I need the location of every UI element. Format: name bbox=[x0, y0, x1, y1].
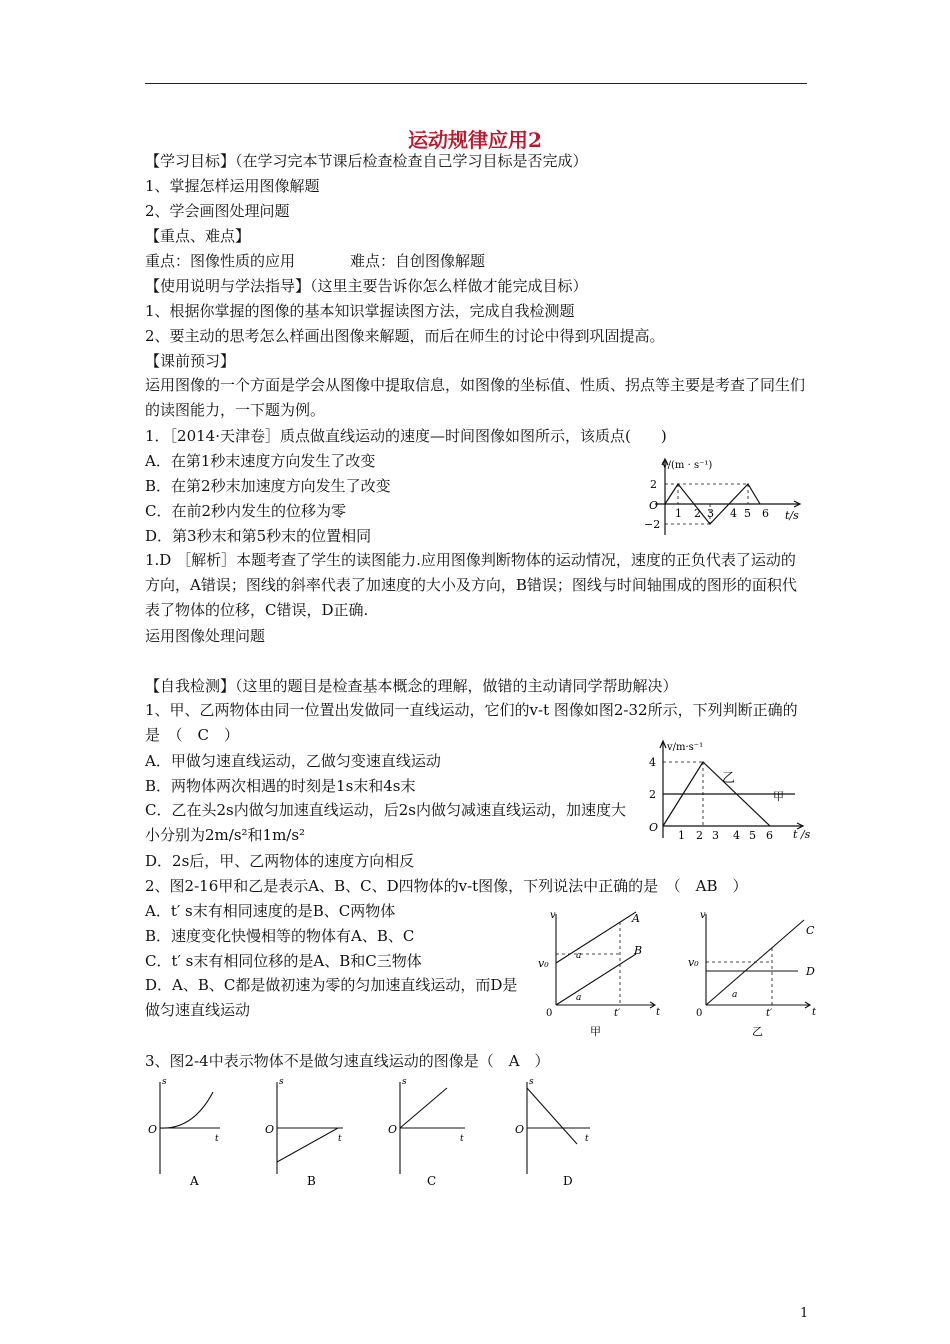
q2-right-v0: v₀ bbox=[688, 956, 699, 969]
q2-option-a: A．t′ s末有相同速度的是B、C两物体 bbox=[145, 902, 396, 920]
q2-right-caption: 乙 bbox=[752, 1025, 763, 1038]
q2-option-b: B．速度变化快慢相等的物体有A、B、C bbox=[145, 927, 415, 945]
preview-graph-tick: 5 bbox=[744, 507, 751, 520]
preview-option-d: D．第3秒末和第5秒末的位置相同 bbox=[145, 527, 372, 545]
q2-graph-left bbox=[540, 908, 675, 1043]
q1-graph-tick: 4 bbox=[733, 829, 740, 842]
q3-origin: O bbox=[265, 1123, 275, 1136]
q2-left-t: t bbox=[656, 1007, 661, 1018]
preview-graph-origin: O bbox=[649, 499, 659, 512]
q3-graphs bbox=[145, 1072, 625, 1197]
q2-right-C: C bbox=[806, 924, 815, 937]
preview-question: 1．［2014·天津卷］质点做直线运动的速度—时间图像如图所示，该质点( ) bbox=[145, 427, 667, 445]
q2-left-v: v bbox=[550, 910, 556, 921]
preview-graph-tick: 4 bbox=[730, 507, 737, 520]
preview-graph-tick: 3 bbox=[707, 507, 714, 520]
preview-graph-xlabel: t/s bbox=[785, 509, 799, 522]
q2-right-D: D bbox=[806, 965, 815, 978]
q2-right-v: v bbox=[700, 910, 706, 921]
q1-graph-tick: 6 bbox=[766, 829, 773, 842]
q3-axis-t: t bbox=[460, 1134, 464, 1144]
q2-stem: 2、图2-16甲和乙是表示A、B、C、D四物体的v-t图像，下列说法中正确的是 （ AB ） bbox=[145, 877, 748, 895]
q2-left-origin: 0 bbox=[546, 1008, 553, 1019]
q3-caption-d: D bbox=[563, 1174, 573, 1188]
goal-item: 1、掌握怎样运用图像解题 bbox=[145, 177, 320, 195]
preview-graph-tick: 2 bbox=[694, 507, 701, 520]
page-number: 1 bbox=[800, 1306, 809, 1321]
key-difficulty: 难点：自创图像解题 bbox=[350, 252, 486, 270]
q3-caption-a: A bbox=[190, 1174, 199, 1188]
q1-graph-ylabel: v/m·s⁻¹ bbox=[667, 742, 704, 753]
q3-stem: 3、图2-4中表示物体不是做匀速直线运动的图像是（ A ） bbox=[145, 1052, 550, 1070]
q1-graph-label-yi: 乙 bbox=[722, 771, 736, 786]
q3-caption-b: B bbox=[307, 1174, 316, 1188]
q1-option-c: C．乙在头2s内做匀加速直线运动，后2s内做匀减速直线运动，加速度大小分别为2m/s²和1m/s² bbox=[145, 801, 626, 844]
q3-origin: O bbox=[148, 1123, 158, 1136]
q2-right-origin: 0 bbox=[696, 1008, 703, 1019]
key-focus: 重点：图像性质的应用 bbox=[145, 252, 296, 270]
q1-option-d: D．2s后，甲、乙两物体的速度方向相反 bbox=[145, 852, 415, 870]
q3-caption-c: C bbox=[427, 1174, 437, 1188]
q2-graph-right bbox=[690, 908, 830, 1043]
key-header: 【重点、难点】 bbox=[145, 227, 251, 245]
q2-right-a: a bbox=[732, 990, 738, 1000]
q3-axis-s: s bbox=[162, 1077, 167, 1087]
guide-item: 2、要主动的思考怎么样画出图像来解题，而后在师生的讨论中得到巩固提高。 bbox=[145, 327, 665, 345]
q2-right-t: t bbox=[812, 1007, 817, 1018]
q1-stem: 1、甲、乙两物体由同一位置出发做同一直线运动，它们的v-t 图像如图2-32所示，下列判断正确的是 （ C ） bbox=[145, 701, 798, 744]
preview-option-a: A．在第1秒末速度方向发生了改变 bbox=[145, 452, 376, 470]
preview-graph-tick: 1 bbox=[675, 507, 682, 520]
preview-graph-ylabel: v/(m · s⁻¹) bbox=[662, 460, 713, 471]
q3-axis-t: t bbox=[215, 1134, 219, 1144]
q1-graph-xlabel: t /s bbox=[793, 828, 811, 841]
header-rule bbox=[145, 83, 807, 84]
preview-vt-graph bbox=[640, 455, 820, 545]
preview-option-b: B．在第2秒末加速度方向发生了改变 bbox=[145, 477, 391, 495]
q1-graph-label-jia: 甲 bbox=[773, 790, 784, 803]
q2-right-tp: t′ bbox=[766, 1008, 773, 1019]
q1-vt-graph bbox=[645, 738, 820, 853]
q3-axis-s: s bbox=[529, 1077, 534, 1087]
q1-graph-tick: 2 bbox=[696, 829, 703, 842]
goals-header: 【学习目标】（在学习完本节课后检查检查自己学习目标是否完成） bbox=[145, 152, 588, 170]
q1-option-b: B．两物体两次相遇的时刻是1s末和4s末 bbox=[145, 777, 416, 795]
preview-graph-tick: 6 bbox=[762, 507, 769, 520]
preview-header: 【课前预习】 bbox=[145, 352, 236, 370]
q2-left-a2: a bbox=[576, 993, 582, 1003]
q1-graph-y4: 4 bbox=[649, 756, 656, 769]
q2-option-d: D．A、B、C都是做初速为零的匀加速直线运动，而D是做匀速直线运动 bbox=[145, 976, 518, 1019]
q2-left-a1: a bbox=[576, 951, 582, 961]
q3-axis-s: s bbox=[279, 1077, 284, 1087]
guide-item: 1、根据你掌握的图像的基本知识掌握读图方法，完成自我检测题 bbox=[145, 302, 575, 320]
preview-intro: 运用图像的一个方面是学会从图像中提取信息，如图像的坐标值、性质、拐点等主要是考查了同生们的读图能力，一下题为例。 bbox=[145, 376, 806, 419]
q3-axis-s: s bbox=[402, 1077, 407, 1087]
q1-graph-tick: 1 bbox=[678, 829, 685, 842]
q2-left-tp: t′ bbox=[614, 1008, 621, 1019]
q2-left-B: B bbox=[634, 944, 643, 957]
preview-footer: 运用图像处理问题 bbox=[145, 627, 266, 645]
q1-graph-tick: 5 bbox=[749, 829, 756, 842]
goal-item: 2、学会画图处理问题 bbox=[145, 202, 290, 220]
q3-origin: O bbox=[515, 1123, 525, 1136]
q3-origin: O bbox=[388, 1123, 398, 1136]
q2-left-caption: 甲 bbox=[590, 1025, 601, 1038]
q2-left-v0: v₀ bbox=[538, 957, 549, 970]
guide-header: 【使用说明与学法指导】（这里主要告诉你怎么样做才能完成目标） bbox=[145, 277, 588, 295]
preview-graph-ypos: 2 bbox=[650, 478, 657, 491]
q3-axis-t: t bbox=[585, 1134, 589, 1144]
q2-option-c: C．t′ s末有相同位移的是A、B和C三物体 bbox=[145, 952, 422, 970]
q1-graph-tick: 3 bbox=[712, 829, 719, 842]
preview-graph-yneg: −2 bbox=[644, 518, 661, 531]
q2-left-A: A bbox=[632, 912, 640, 925]
selfcheck-header: 【自我检测】（这里的题目是检查基本概念的理解，做错的主动请同学帮助解决） bbox=[145, 677, 678, 695]
q1-option-a: A．甲做匀速直线运动，乙做匀变速直线运动 bbox=[145, 752, 441, 770]
q1-graph-origin: O bbox=[649, 821, 659, 834]
q3-axis-t: t bbox=[338, 1134, 342, 1144]
q1-graph-y2: 2 bbox=[649, 788, 656, 801]
page-title: 运动规律应用2 bbox=[408, 128, 542, 152]
preview-answer: 1.D ［解析］本题考查了学生的读图能力.应用图像判断物体的运动情况，速度的正负代表了运动的方向，A错误；图线的斜率代表了加速度的大小及方向，B错误；图线与时间轴围成的图形的面积代表了物体的位移，C错误，D正确. bbox=[145, 551, 797, 619]
preview-option-c: C．在前2秒内发生的位移为零 bbox=[145, 502, 347, 520]
